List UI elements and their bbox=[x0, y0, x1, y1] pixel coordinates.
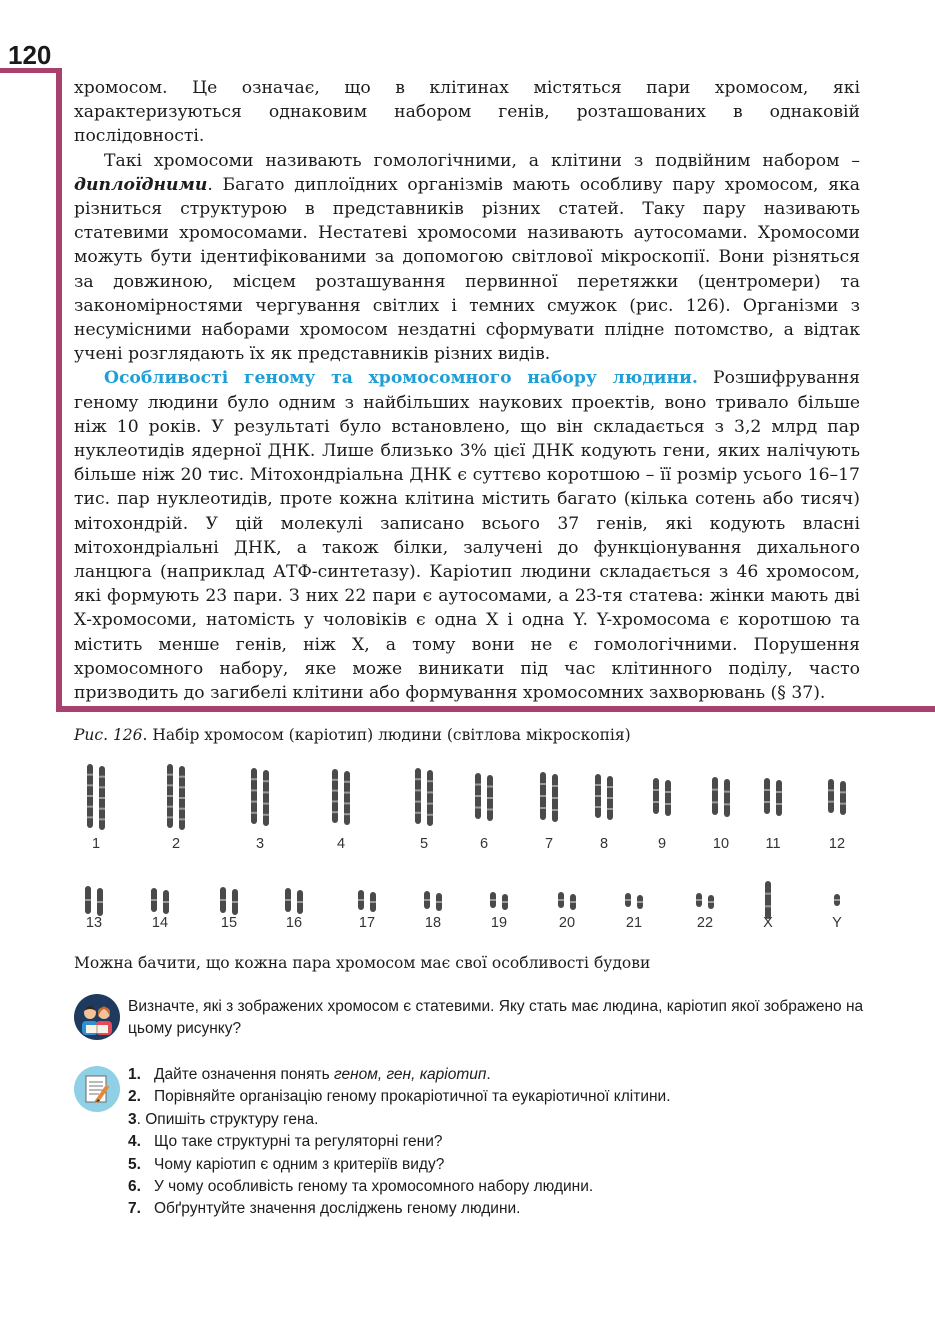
chromosome-band bbox=[332, 779, 338, 781]
chromosome-band bbox=[724, 791, 730, 793]
question-text: Дайте означення понять bbox=[154, 1066, 334, 1083]
chromosome-band bbox=[595, 784, 601, 786]
term-diploid: диплоїдними bbox=[74, 174, 208, 195]
chromosome-band bbox=[344, 813, 350, 815]
chromosome bbox=[427, 770, 433, 826]
chromosome-pair-X bbox=[763, 881, 773, 931]
chromosome-band bbox=[85, 899, 91, 901]
chromosome-band bbox=[332, 790, 338, 792]
chromosome-band bbox=[251, 812, 257, 814]
karyotype-note: Можна бачити, що кожна пара хромосом має свої особливості будови bbox=[74, 954, 651, 972]
chromosome-label: 20 bbox=[558, 915, 576, 931]
chromosome-band bbox=[487, 786, 493, 788]
chromosome-band bbox=[427, 803, 433, 805]
chromosome bbox=[840, 781, 846, 815]
chromosome-band bbox=[840, 791, 846, 793]
paragraph-2-start: Такі хромосоми називають гомологічними, а клітини з подвійним набором – bbox=[104, 150, 860, 171]
chromosome-band bbox=[179, 786, 185, 788]
chromosome-label: 5 bbox=[419, 836, 429, 852]
chromosome-pair-10 bbox=[712, 777, 730, 852]
chromosome-band bbox=[251, 778, 257, 780]
chromosome bbox=[344, 771, 350, 825]
chromosome-band bbox=[151, 899, 157, 901]
main-text bbox=[74, 76, 860, 705]
chromosome-pair-12 bbox=[828, 779, 846, 852]
chromosome-band bbox=[167, 784, 173, 786]
chromosome-label: 11 bbox=[765, 836, 781, 852]
chromosome-band bbox=[834, 899, 840, 901]
chromosome-band bbox=[167, 774, 173, 776]
chromosome-band bbox=[263, 803, 269, 805]
chromosome-band bbox=[87, 774, 93, 776]
chromosome-band bbox=[724, 803, 730, 805]
chromosome-band bbox=[99, 786, 105, 788]
chromosome bbox=[765, 881, 771, 919]
chromosome-band bbox=[637, 901, 643, 903]
chromosome bbox=[828, 779, 834, 813]
question-number: 2. bbox=[128, 1088, 141, 1106]
chromosome bbox=[665, 780, 671, 816]
chromosome-band bbox=[99, 818, 105, 820]
chromosome-band bbox=[99, 776, 105, 778]
chromosome-pair-9 bbox=[653, 778, 671, 852]
chromosome-band bbox=[263, 780, 269, 782]
chromosome bbox=[251, 768, 257, 824]
chromosome-band bbox=[625, 899, 631, 901]
question-text: Чому каріотип є одним з критеріїв виду? bbox=[154, 1155, 445, 1173]
chromosome-band bbox=[297, 901, 303, 903]
chromosome-pair-15 bbox=[220, 887, 238, 931]
karyotype-row-2 bbox=[85, 881, 842, 931]
chromosome-band bbox=[764, 789, 770, 791]
chromosome-band bbox=[344, 802, 350, 804]
chromosome-pair-11 bbox=[764, 778, 782, 852]
chromosome-band bbox=[665, 791, 671, 793]
chromosome-pair-4 bbox=[332, 769, 350, 852]
chromosome-band bbox=[220, 899, 226, 901]
chromosome-band bbox=[167, 795, 173, 797]
question-text: Порівняйте організацію геному прокаріотичної та еукаріотичної клітини. bbox=[154, 1088, 671, 1106]
page-number: 120 bbox=[8, 40, 52, 70]
chromosome-label: 15 bbox=[220, 915, 238, 931]
chromosome-pair-5 bbox=[415, 768, 433, 852]
chromosome-band bbox=[475, 795, 481, 797]
chromosome-band bbox=[665, 803, 671, 805]
chromosome-band bbox=[653, 801, 659, 803]
chromosome bbox=[332, 769, 338, 823]
question-text: Обґрунтуйте значення досліджень геному людини. bbox=[154, 1200, 521, 1218]
chromosome-band bbox=[427, 814, 433, 816]
chromosome-band bbox=[540, 807, 546, 809]
figure-label: Рис. 126 bbox=[74, 726, 143, 744]
chromosome-pair-22 bbox=[696, 893, 714, 931]
chromosome-label: 6 bbox=[479, 836, 489, 852]
chromosome-pair-20 bbox=[558, 892, 576, 931]
chromosome-pair-14 bbox=[151, 888, 169, 931]
chromosome-band bbox=[712, 789, 718, 791]
chromosome-band bbox=[263, 791, 269, 793]
chromosome-band bbox=[332, 800, 338, 802]
chromosome-band bbox=[607, 786, 613, 788]
chromosome-label: 1 bbox=[91, 836, 101, 852]
chromosome-band bbox=[552, 809, 558, 811]
chromosome-band bbox=[540, 795, 546, 797]
chromosome-label: 4 bbox=[336, 836, 346, 852]
students-icon bbox=[74, 994, 120, 1040]
question-item bbox=[128, 1109, 888, 1131]
chromosome-band bbox=[179, 797, 185, 799]
chromosome-band bbox=[475, 784, 481, 786]
chromosome-label: Y bbox=[832, 915, 842, 931]
chromosome-label: X bbox=[763, 915, 773, 931]
chromosome-pair-7 bbox=[540, 772, 558, 852]
chromosome-band bbox=[415, 812, 421, 814]
chromosome-band bbox=[424, 899, 430, 901]
chromosome-label: 14 bbox=[151, 915, 169, 931]
chromosome-band bbox=[179, 776, 185, 778]
chromosome bbox=[415, 768, 421, 824]
chromosome-band bbox=[370, 901, 376, 903]
chromosome-band bbox=[99, 808, 105, 810]
question-number: 1. bbox=[128, 1066, 141, 1083]
chromosome-band bbox=[776, 803, 782, 805]
paragraph-2-rest: . Багато диплоїдних організмів мають особливу пару хромосом, яка різниться структурою в представників різних статей. Таку пару називають статевими хромосомами. Нестатеві хромосоми називають аутосомами. Хромосоми можуть бути ідентифікованими за допомогою світлової мікроскопії. Вони різняться за довжиною, місцем розташування первинної перетяжки (центромери) та закономірностями чергування світлих і темних смужок (рис. 126). Організми з несумісними наборами хромосом нездатні сформувати плідне потомство, а відтак учені розглядають їх як представників різних видів. bbox=[74, 174, 860, 365]
chromosome-band bbox=[595, 806, 601, 808]
chromosome-pair-Y bbox=[832, 894, 842, 931]
chromosome-label: 17 bbox=[358, 915, 376, 931]
chromosome-label: 21 bbox=[625, 915, 643, 931]
chromosome-band bbox=[840, 803, 846, 805]
chromosome-band bbox=[712, 801, 718, 803]
chromosome-band bbox=[344, 781, 350, 783]
chromosome-band bbox=[540, 783, 546, 785]
chromosome-band bbox=[828, 789, 834, 791]
chromosome-label: 3 bbox=[255, 836, 265, 852]
paragraph-3-body: Розшифрування геному людини було одним з найбільших наукових проектів, воно тривало більше ніж 10 років. У результаті було встановлено, що він складається з 3,2 млрд пар нуклеотидів ядерної ДНК. Лише близько 3% цієї ДНК кодують гени, яких налічують більше ніж 20 тис. Мітохондріальна ДНК є суттєво коротшою – її розмір усього 16–17 тис. пар нуклеотидів, проте кожна клітина містить багато (кілька сотень або тисяч) мітохондрій. У цій молекулі записано всього 37 генів, які кодують власні мітохондріальні ДНК, а також білки, залучені до функціонування дихального ланцюга (наприклад АТФ-синтетазу). Каріотип людини складається з 46 хромосом, які формують 23 пари. З них 22 пари є аутосомами, а 23-тя статева: жінки мають дві Х-хромосоми, натомість у чоловіків є одна Х і одна Y. Y-хромосома є коротшою та містить менше генів, ніж Х, а тому вони не є гомологічними. Порушення хромосомного набору, яке може виникати під час клітинного поділу, часто призводить до загибелі клітини або формування хромосомних захворювань (§ 37). bbox=[74, 368, 860, 704]
chromosome-band bbox=[344, 792, 350, 794]
chromosome-band bbox=[475, 807, 481, 809]
chromosome-label: 8 bbox=[599, 836, 609, 852]
figure-caption bbox=[74, 726, 631, 744]
chromosome-band bbox=[427, 791, 433, 793]
chromosome-band bbox=[828, 801, 834, 803]
chromosome-band bbox=[552, 785, 558, 787]
chromosome-band bbox=[776, 791, 782, 793]
chromosome-label: 19 bbox=[490, 915, 508, 931]
chromosome-band bbox=[490, 899, 496, 901]
chromosome-band bbox=[99, 797, 105, 799]
chromosome-label: 12 bbox=[828, 836, 846, 852]
task-text: Визначте, які з зображених хромосом є статевими. Яку стать має людина, каріотип якої зображено на цьому рисунку? bbox=[128, 998, 864, 1037]
chromosome-label: 7 bbox=[544, 836, 554, 852]
chromosome-band bbox=[87, 795, 93, 797]
question-item bbox=[128, 1198, 888, 1220]
paragraph-2 bbox=[74, 149, 860, 367]
chromosome-band bbox=[179, 818, 185, 820]
chromosome-band bbox=[415, 801, 421, 803]
chromosome-label: 10 bbox=[712, 836, 730, 852]
question-number: 3 bbox=[128, 1110, 137, 1128]
chromosome bbox=[712, 777, 718, 815]
chromosome-pair-18 bbox=[424, 891, 442, 931]
karyotype-row-1 bbox=[87, 764, 846, 852]
chromosome-band bbox=[167, 806, 173, 808]
chromosome-band bbox=[285, 899, 291, 901]
chromosome-band bbox=[427, 780, 433, 782]
chromosome-band bbox=[607, 808, 613, 810]
question-text: У чому особливість геному та хромосомного набору людини. bbox=[154, 1178, 594, 1196]
chromosome-pair-16 bbox=[285, 888, 303, 931]
question-item bbox=[128, 1131, 888, 1153]
question-end: . bbox=[486, 1066, 491, 1083]
chromosome bbox=[724, 779, 730, 817]
chromosome-band bbox=[436, 901, 442, 903]
chromosome-band bbox=[765, 905, 771, 907]
chromosome-band bbox=[595, 795, 601, 797]
figure-caption-text: . Набір хромосом (каріотип) людини (світлова мікроскопія) bbox=[142, 726, 631, 744]
frame-left-bar bbox=[56, 72, 62, 712]
chromosome-pair-2 bbox=[167, 764, 185, 852]
question-terms: геном, ген, каріотип bbox=[333, 1066, 487, 1083]
chromosome-band bbox=[97, 901, 103, 903]
chromosome-band bbox=[607, 797, 613, 799]
chromosome-band bbox=[696, 899, 702, 901]
chromosome-label: 22 bbox=[696, 915, 714, 931]
chromosome-band bbox=[163, 901, 169, 903]
chromosome-band bbox=[415, 778, 421, 780]
chromosome-label: 9 bbox=[657, 836, 667, 852]
chromosome-pair-17 bbox=[358, 890, 376, 931]
chromosome-band bbox=[87, 784, 93, 786]
chromosome-band bbox=[487, 809, 493, 811]
chromosome-pair-1 bbox=[87, 764, 105, 852]
question-number: 4. bbox=[128, 1133, 141, 1151]
chromosome-band bbox=[708, 901, 714, 903]
chromosome-band bbox=[765, 893, 771, 895]
paragraph-1: хромосом. Це означає, що в клітинах містяться пари хромосом, які характеризуються однаковим набором генів, розташованих в однаковій послідовності. bbox=[74, 78, 860, 147]
chromosome-band bbox=[251, 789, 257, 791]
chromosome-band bbox=[167, 816, 173, 818]
chromosome-band bbox=[487, 797, 493, 799]
chromosome-label: 13 bbox=[85, 915, 103, 931]
chromosome-label: 16 bbox=[285, 915, 303, 931]
chromosome-band bbox=[87, 806, 93, 808]
chromosome-pair-8 bbox=[595, 774, 613, 852]
chromosome-band bbox=[263, 814, 269, 816]
chromosome-band bbox=[87, 816, 93, 818]
karyotype-image bbox=[74, 762, 864, 942]
question-item bbox=[128, 1154, 888, 1176]
chromosome bbox=[776, 780, 782, 816]
chromosome-pair-19 bbox=[490, 892, 508, 931]
chromosome bbox=[263, 770, 269, 826]
question-text: Що таке структурні та регуляторні гени? bbox=[154, 1133, 443, 1151]
chromosome-band bbox=[570, 901, 576, 903]
chromosome-band bbox=[179, 808, 185, 810]
question-number: 6. bbox=[128, 1178, 141, 1196]
chromosome-band bbox=[764, 801, 770, 803]
chromosome-band bbox=[552, 797, 558, 799]
questions-list bbox=[128, 1064, 888, 1221]
chromosome bbox=[764, 778, 770, 814]
section-heading: Особливості геному та хромосомного набору людини. bbox=[104, 368, 698, 389]
paragraph-3 bbox=[74, 366, 860, 705]
chromosome-band bbox=[415, 789, 421, 791]
chromosome-band bbox=[558, 899, 564, 901]
chromosome-band bbox=[332, 811, 338, 813]
chromosome-pair-13 bbox=[85, 886, 103, 931]
chromosome bbox=[653, 778, 659, 814]
chromosome-pair-3 bbox=[251, 768, 269, 852]
chromosome-label: 18 bbox=[424, 915, 442, 931]
question-number: 7. bbox=[128, 1200, 141, 1218]
chromosome-band bbox=[232, 901, 238, 903]
question-item bbox=[128, 1176, 888, 1198]
chromosome-pair-6 bbox=[475, 773, 493, 852]
question-text: . Опишіть структуру гена. bbox=[136, 1110, 319, 1128]
question-item bbox=[128, 1064, 888, 1086]
chromosome-band bbox=[653, 789, 659, 791]
chromosome-pair-21 bbox=[625, 893, 643, 931]
chromosome-band bbox=[502, 901, 508, 903]
chromosome-band bbox=[251, 801, 257, 803]
question-item bbox=[128, 1086, 888, 1108]
chromosome-label: 2 bbox=[171, 836, 181, 852]
question-number: 5. bbox=[128, 1155, 141, 1173]
notebook-icon bbox=[74, 1066, 120, 1112]
chromosome-band bbox=[358, 899, 364, 901]
frame-bottom-bar bbox=[56, 706, 935, 712]
